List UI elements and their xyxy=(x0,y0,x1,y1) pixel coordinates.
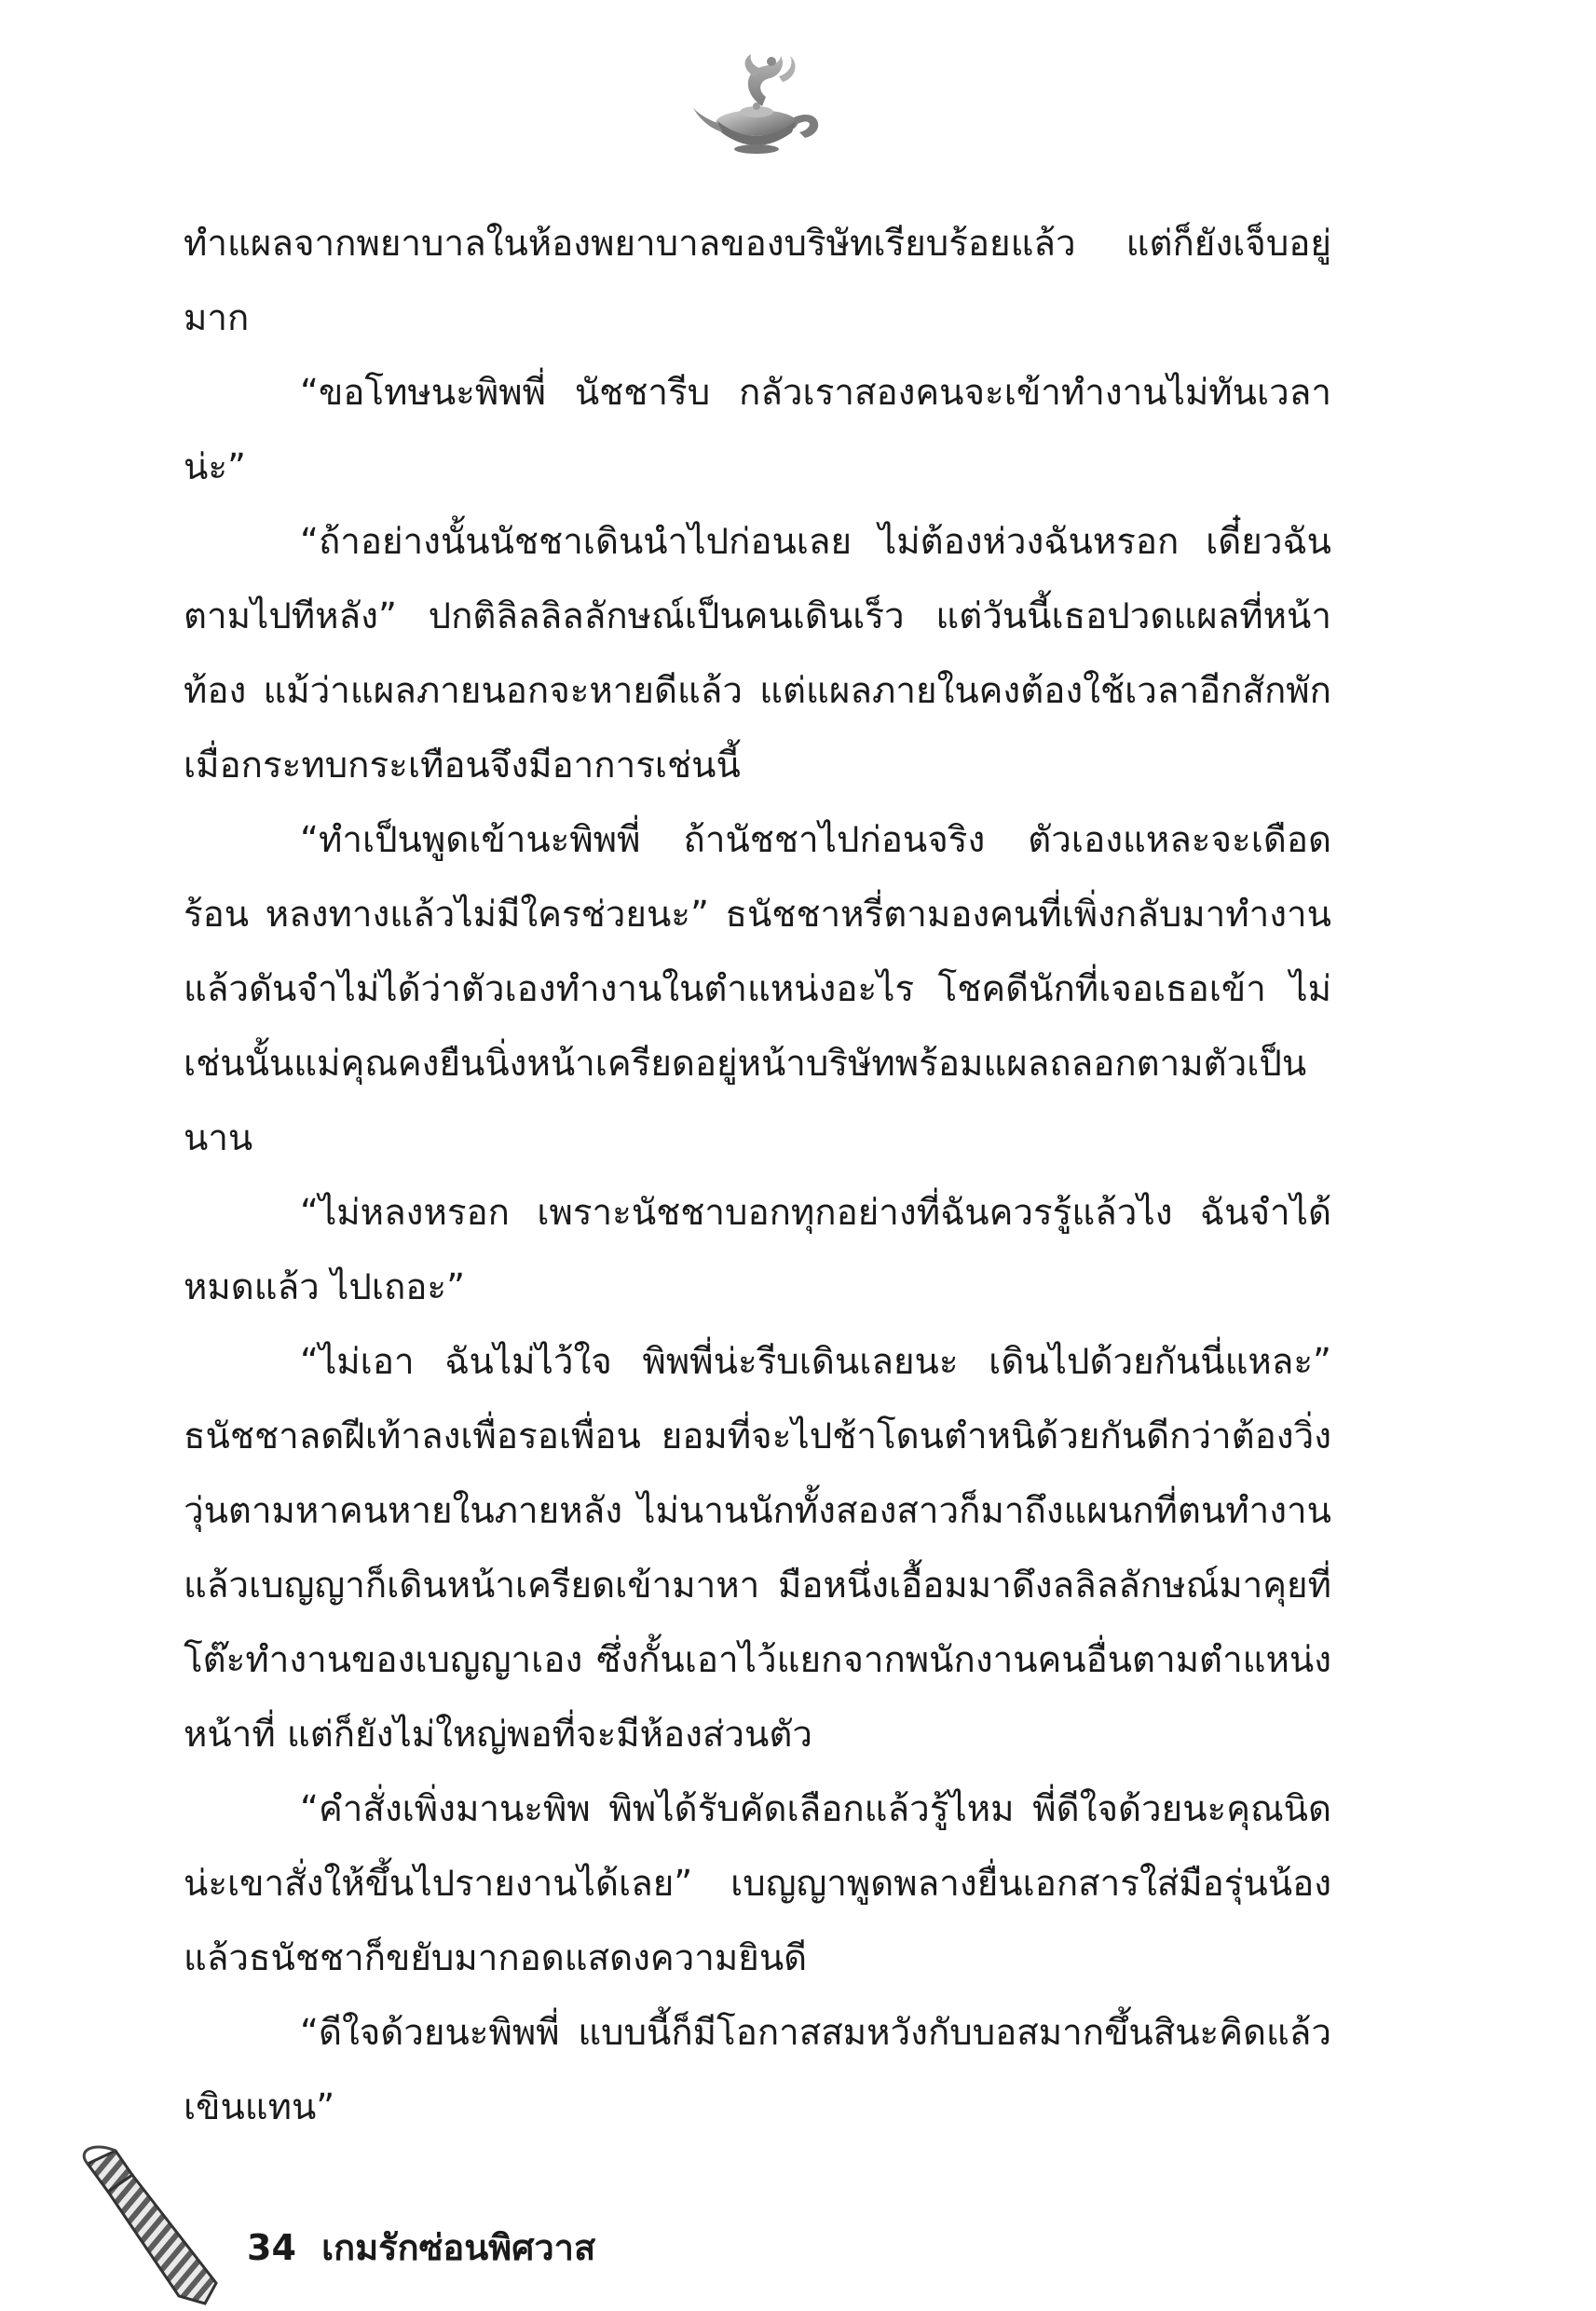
paragraph: “ถ้าอย่างนั้นนัชชาเดินนำไปก่อนเลย ไม่ต้องห่วงฉันหรอก เดี๋ยวฉันตามไปทีหลัง” ปกติลิลลิลลักษณ์เป็นคนเดินเร็ว แต่วันนี้เธอปวดแผลที่หน้าท้อง แม้ว่าแผลภายนอกจะหายดีแล้ว แต่แผลภายในคงต้องใช้เวลาอีกสักพัก เมื่อกระทบกระเทือนจึงมีอาการเช่นนี้ xyxy=(184,521,1331,786)
book-title: เกมรักซ่อนพิศวาส xyxy=(321,2227,596,2268)
paragraph: “ขอโทษนะพิพพี่ นัชชารีบ กลัวเราสองคนจะเข้าทำงานไม่ทันเวลาน่ะ” xyxy=(184,372,1331,488)
page-number: 34 xyxy=(247,2227,296,2268)
paragraph: “ดีใจด้วยนะพิพพี่ แบบนี้ก็มีโอกาสสมหวังกับบอสมากขึ้นสินะคิดแล้วเขินแทน” xyxy=(184,2012,1331,2128)
paragraph: “ไม่เอา ฉันไม่ไว้ใจ พิพพี่น่ะรีบเดินเลยนะ เดินไปด้วยกันนี่แหละ” ธนัชชาลดฝีเท้าลงเพื่อรอเพื่อน ยอมที่จะไปช้าโดนตำหนิด้วยกันดีกว่าต้องวิ่งวุ่นตามหาคนหายในภายหลัง ไม่นานนักทั้งสองสาวก็มาถึงแผนกที่ตนทำงาน แล้วเบญญาก็เดินหน้าเครียดเข้ามาหา มือหนึ่งเอื้อมมาดึงลลิลลักษณ์มาคุยที่โต๊ะทำงานของเบญญาเอง ซึ่งกั้นเอาไว้แยกจากพนักงานคนอื่นตามตำแหน่งหน้าที่ แต่ก็ยังไม่ใหญ่พอที่จะมีห้องส่วนตัว xyxy=(184,1341,1331,1756)
paragraph: “ไม่หลงหรอก เพราะนัชชาบอกทุกอย่างที่ฉันควรรู้แล้วไง ฉันจำได้หมดแล้ว ไปเถอะ” xyxy=(184,1192,1331,1308)
body-text xyxy=(184,207,1331,2145)
paragraph: “ทำเป็นพูดเข้านะพิพพี่ ถ้านัชชาไปก่อนจริง ตัวเองแหละจะเดือดร้อน หลงทางแล้วไม่มีใครช่วยนะ” ธนัชชาหรี่ตามองคนที่เพิ่งกลับมาทำงานแล้วดันจำไม่ได้ว่าตัวเองทำงานในตำแหน่งอะไร โชคดีนักที่เจอเธอเข้า ไม่เช่นนั้นแม่คุณคงยืนนิ่งหน้าเครียดอยู่หน้าบริษัทพร้อมแผลถลอกตามตัวเป็นนาน xyxy=(184,819,1331,1159)
genie-lamp-icon xyxy=(689,48,829,158)
paragraph: “คำสั่งเพิ่งมานะพิพ พิพได้รับคัดเลือกแล้วรู้ไหม พี่ดีใจด้วยนะคุณนิดน่ะเขาสั่งให้ขึ้นไปรายงานได้เลย” เบญญาพูดพลางยื่นเอกสารใส่มือรุ่นน้อง แล้วธนัชชาก็ขยับมากอดแสดงความยินดี xyxy=(184,1788,1331,1979)
necktie-icon xyxy=(75,2143,233,2306)
page-footer xyxy=(247,2222,595,2274)
paragraph: ทำแผลจากพยาบาลในห้องพยาบาลของบริษัทเรียบร้อยแล้ว แต่ก็ยังเจ็บอยู่มาก xyxy=(184,223,1331,339)
